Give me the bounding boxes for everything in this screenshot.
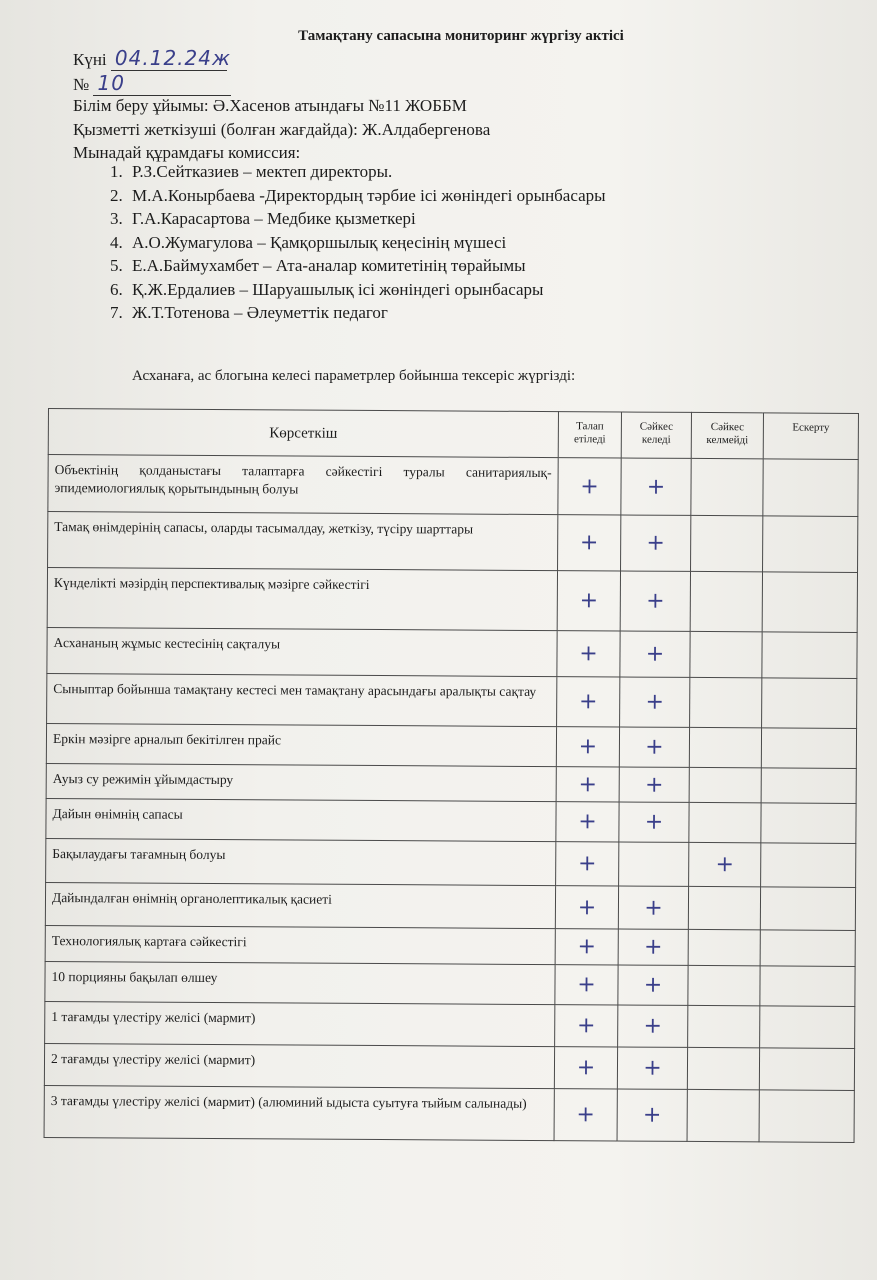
member-item: 6. Қ.Ж.Ердалиев – Шаруашылық ісі жөніндегі орынбасары — [110, 279, 544, 299]
required-mark: + — [579, 641, 598, 667]
required-mark: + — [577, 851, 597, 877]
note-cell — [760, 930, 855, 967]
table-row — [47, 627, 857, 678]
required-mark: + — [578, 689, 598, 715]
compliant-mark: + — [643, 972, 663, 998]
header-indicator: Көрсеткіш — [48, 409, 558, 458]
noncompliant-mark: + — [715, 852, 735, 878]
member-item: 4. А.О.Жумагулова – Қамқоршылық кеңесінің мүшесі — [110, 232, 507, 252]
table-row — [45, 882, 855, 930]
header-noncompliant: Сәйкес келмейді — [691, 412, 763, 458]
inspection-intro: Асханаға, ас блогына келесі параметрлер бойынша тексеріс жүргізді: — [132, 368, 576, 384]
compliant-mark: + — [645, 689, 665, 715]
note-cell — [761, 768, 856, 804]
indicator-cell: Бақылаудағы тағамның болуы — [46, 838, 556, 885]
note-cell — [759, 1048, 854, 1091]
header-compliant: Сәйкес келеді — [621, 412, 691, 458]
indicator-cell: Ауыз су режимін ұйымдастыру — [46, 763, 556, 801]
note-cell — [760, 887, 855, 931]
compliant-mark: + — [646, 474, 666, 500]
note-cell — [763, 459, 858, 517]
document-title: Тамақтану сапасына мониторинг жүргізу актісі — [298, 28, 624, 44]
required-mark: + — [577, 934, 597, 960]
indicator-cell: Объектінің қолданыстағы талаптарға сәйкестігі туралы санитариялық-эпидемиологиялық қорытындының болуы — [48, 455, 558, 515]
table-row — [46, 838, 856, 887]
table-row — [45, 1001, 855, 1048]
table-row — [48, 512, 858, 573]
compliant-mark: + — [646, 588, 665, 614]
required-mark: + — [579, 588, 599, 614]
header-required: Талап етіледі — [558, 412, 621, 458]
note-cell — [761, 843, 856, 888]
table-row — [46, 723, 856, 768]
table-row — [46, 798, 856, 843]
compliant-mark: + — [643, 1013, 663, 1039]
required-mark: + — [576, 1013, 596, 1039]
indicator-cell: Дайындалған өнімнің органолептикалық қасиеті — [45, 882, 555, 928]
indicator-cell: 1 тағамды үлестіру желісі (мармит) — [45, 1001, 555, 1046]
compliant-mark: + — [643, 1055, 662, 1081]
commission-members-list — [110, 160, 606, 325]
indicator-cell: Тамақ өнімдерінің сапасы, оларды тасымалдау, жеткізу, түсіру шарттары — [48, 512, 558, 571]
indicator-cell: 10 порцияны бақылап өлшеу — [45, 961, 555, 1004]
required-mark: + — [576, 1102, 595, 1128]
note-cell — [760, 1006, 855, 1049]
date-label: Күні — [73, 50, 107, 69]
required-mark: + — [578, 771, 598, 797]
inspection-table — [44, 408, 859, 1143]
indicator-cell: Еркін мәзірге арналып бекітілген прайс — [46, 723, 556, 766]
required-mark: + — [578, 809, 597, 835]
table-row — [45, 961, 855, 1006]
note-cell — [761, 728, 856, 769]
compliant-mark: + — [643, 934, 663, 960]
note-cell — [761, 803, 856, 844]
compliant-mark: + — [645, 734, 664, 760]
required-mark: + — [576, 1055, 596, 1081]
member-item: 3. Г.А.Карасартова – Медбике қызметкері — [110, 209, 416, 228]
member-item: 1. Р.З.Сейтказиев – мектеп директоры. — [110, 162, 393, 181]
required-mark: + — [579, 530, 599, 556]
table-row — [45, 925, 855, 966]
indicator-cell: Сыныптар бойынша тамақтану кестесі мен тамақтану арасындағы аралықты сақтау — [47, 673, 557, 726]
number-handwritten-value: 10 — [93, 71, 231, 96]
table-row — [47, 673, 857, 728]
note-cell — [759, 1090, 854, 1143]
member-item: 2. М.А.Конырбаева -Директордың тәрбие ісі жөніндегі орынбасары — [110, 185, 606, 205]
compliant-mark: + — [644, 809, 664, 835]
compliant-mark: + — [645, 641, 665, 667]
required-mark: + — [580, 473, 599, 499]
required-mark: + — [578, 734, 598, 760]
table-row — [46, 763, 856, 803]
table-header-row — [48, 409, 858, 460]
organization-line: Білім беру ұйымы: Ә.Хасенов атындағы №11 ЖОББМ — [73, 96, 467, 115]
number-line — [73, 71, 231, 96]
date-line — [73, 46, 232, 71]
indicator-cell: Дайын өнімнің сапасы — [46, 798, 556, 841]
indicator-cell: Технологиялық картаға сәйкестігі — [45, 925, 555, 964]
date-handwritten-value: 04.12.24ж — [111, 46, 227, 71]
note-cell — [760, 966, 855, 1007]
compliant-mark: + — [644, 772, 664, 798]
commission-line: Мынадай құрамдағы комиссия: — [73, 143, 301, 162]
indicator-cell: Күнделікті мәзірдің перспективалық мәзірге сәйкестігі — [47, 568, 557, 631]
member-item: 5. Е.А.Баймухамбет – Ата-аналар комитетінің төрайымы — [110, 256, 526, 275]
table-row — [47, 568, 857, 633]
note-cell — [762, 678, 857, 729]
number-label: № — [73, 75, 90, 94]
header-note: Ескерту — [763, 413, 858, 460]
indicator-cell: 2 тағамды үлестіру желісі (мармит) — [44, 1043, 554, 1088]
compliant-mark: + — [644, 895, 663, 921]
note-cell — [762, 572, 857, 633]
indicator-cell: Асхананың жұмыс кестесінің сақталуы — [47, 627, 557, 676]
required-mark: + — [577, 972, 596, 998]
compliant-mark: + — [646, 530, 665, 556]
table-row — [44, 1043, 854, 1090]
compliant-mark: + — [642, 1102, 662, 1128]
table-row — [48, 455, 858, 517]
note-cell — [763, 516, 858, 573]
table-row — [44, 1085, 854, 1142]
member-item: 7. Ж.Т.Тотенова – Әлеуметтік педагог — [110, 303, 388, 322]
indicator-cell: 3 тағамды үлестіру желісі (мармит) (алюминий ыдыста суытуға тыйым салынады) — [44, 1085, 554, 1140]
required-mark: + — [577, 894, 597, 920]
note-cell — [762, 632, 857, 679]
supplier-line: Қызметті жеткізуші (болған жағдайда): Ж.Алдабергенова — [73, 120, 491, 139]
